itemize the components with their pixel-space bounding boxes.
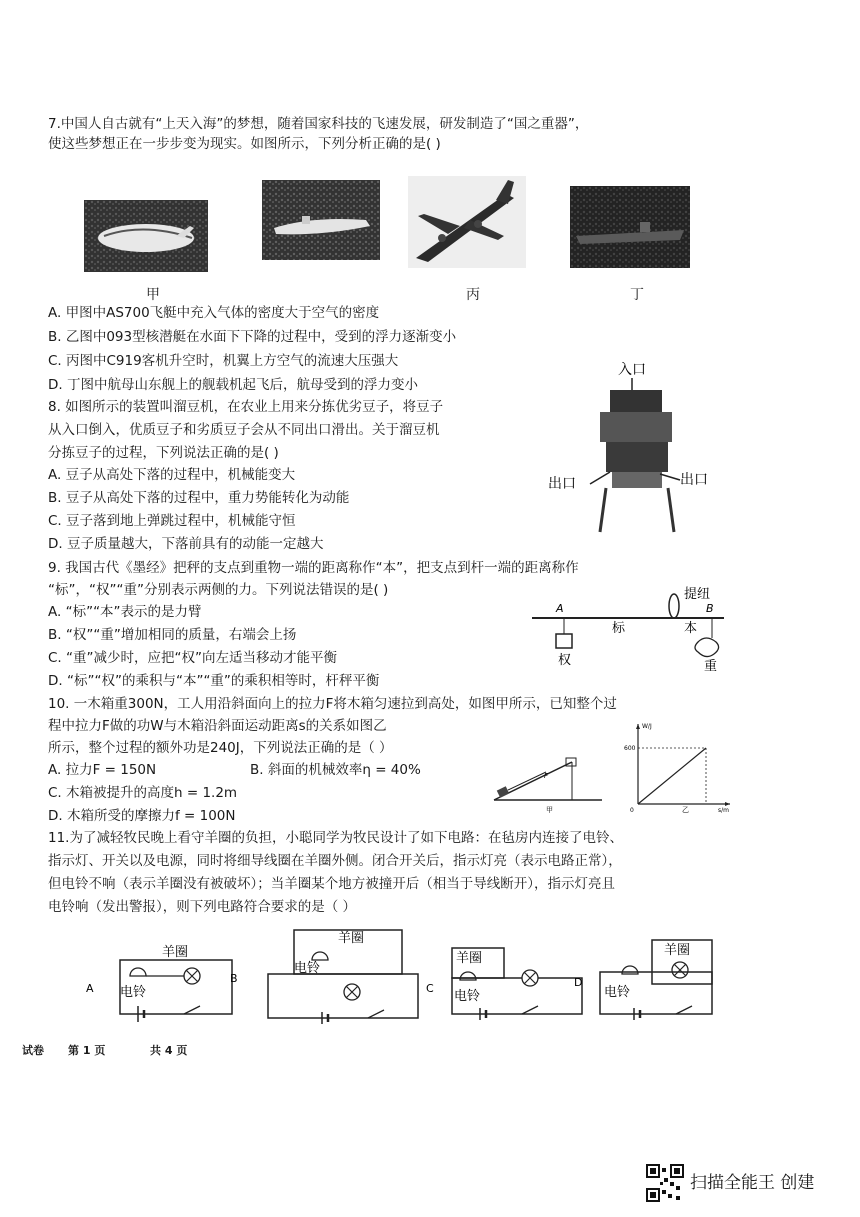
label-inlet: 入口 [618,362,646,378]
circuit-d-pen-label: 羊圈 [664,943,691,958]
q10-option-c: C. 木箱被提升的高度h = 1.2m [48,785,238,801]
q8-option-d: D. 豆子质量越大，下落前具有的动能一定越大 [48,536,324,552]
circuit-a-pen-label: 羊圈 [162,945,189,960]
q9-option-d: D. “标”“权”的乘积与“本”“重”的乘积相等时，杆秤平衡 [48,673,380,689]
caption-graph-yi: 乙 [682,806,689,814]
label-zhong: 重 [704,659,718,674]
steelyard-figure [528,584,728,676]
w-s-graph [624,718,736,814]
q10-stem-line3: 所示，整个过程的额外功是240J，下列说法正确的是（ ） [48,740,393,756]
q10-stem-line1: 10. 一木箱重300N，工人用沿斜面向上的拉力F将木箱匀速拉到高处，如图甲所示，已知整个过 [48,696,617,712]
circuit-c [426,940,586,1024]
q7-stem-line2: 使这些梦想正在一步步变为现实。如图所示，下列分析正确的是( ) [48,136,441,152]
q11-stem-line2: 指示灯、开关以及电源，同时将细导线圈在羊圈外侧。闭合开关后，指示灯亮（表示电路正常）， [48,853,622,869]
caption-bing: 丙 [466,287,480,303]
label-outlet-right: 出口 [680,472,708,488]
caption-ding: 丁 [630,287,644,303]
q9-stem-line1: 9. 我国古代《墨经》把秤的支点到重物一端的距离称作“本”，把支点到杆一端的距离称作 [48,560,579,576]
q8-stem-line3: 分拣豆子的过程，下列说法正确的是( ) [48,445,279,461]
graph-origin: 0 [630,807,634,814]
circuit-d-letter: D [574,976,583,989]
q10-stem-line2: 程中拉力F做的功W与木箱沿斜面运动距离s的关系如图乙 [48,718,387,734]
circuit-c-bell-label: 电铃 [454,989,481,1004]
footer-page: 第 1 页 [68,1044,106,1057]
q9-option-a: A. “标”“本”表示的是力臂 [48,604,202,620]
graph-xlabel: s/m [718,807,729,814]
label-point-a: A [556,602,564,615]
q9-stem-line2: “标”，“权”“重”分别表示两侧的力。下列说法错误的是( ) [48,582,389,598]
label-outlet-left: 出口 [548,476,576,492]
graph-ylabel: W/J [642,723,652,730]
photo-airship [84,200,208,272]
q7-option-c: C. 丙图中C919客机升空时，机翼上方空气的流速大压强大 [48,353,399,369]
incline-figure [490,748,610,814]
footer-total: 共 4 页 [150,1044,188,1057]
ramp-force-label: F [544,772,549,780]
circuit-a-letter: A [86,982,94,995]
circuit-c-pen-label: 羊圈 [456,951,483,966]
q11-stem-line1: 11.为了减轻牧民晚上看守羊圈的负担，小聪同学为牧民设计了如下电路：在毡房内连接了电铃、 [48,830,623,846]
circuit-b-pen-label: 羊圈 [338,931,365,946]
label-biao: 标 [612,621,626,636]
q8-stem-line1: 8. 如图所示的装置叫溜豆机，在农业上用来分拣优劣豆子，将豆子 [48,399,444,415]
circuit-b-letter: B [230,972,238,985]
label-tiniu: 提纽 [684,587,711,602]
q10-option-a: A. 拉力F = 150N [48,762,157,778]
label-point-b: B [706,602,714,615]
label-quan: 权 [558,653,572,668]
circuit-d [572,934,722,1024]
photo-airliner [408,176,526,268]
watermark-text: 扫描全能王 创建 [690,1173,815,1193]
circuit-d-bell-label: 电铃 [604,985,631,1000]
circuit-c-letter: C [426,982,434,995]
q9-option-b: B. “权”“重”增加相同的质量，右端会上扬 [48,627,297,643]
caption-jia: 甲 [146,287,160,303]
graph-line [638,748,706,804]
bean-sorter-figure [540,356,730,534]
q7-stem-line1: 7.中国人自古就有“上天入海”的梦想，随着国家科技的飞速发展，研发制造了“国之重器”， [48,116,589,132]
photo-carrier [570,186,690,268]
q9-option-c: C. “重”减少时，应把“权”向左适当移动才能平衡 [48,650,337,666]
q11-stem-line3: 但电铃不响（表示羊圈没有被破坏）；当羊圈某个地方被撞开后（相当于导线断开），指示灯亮且 [48,876,615,892]
circuit-a [84,940,244,1024]
circuit-a-bell-label: 电铃 [120,985,147,1000]
q11-stem-line4: 电铃响（发出警报），则下列电路符合要求的是（ ） [48,899,357,915]
graph-y600: 600 [624,745,636,752]
qr-code-icon [646,1164,684,1202]
q7-option-a: A. 甲图中AS700飞艇中充入气体的密度大于空气的密度 [48,305,380,321]
q7-option-d: D. 丁图中航母山东舰上的舰载机起飞后，航母受到的浮力变小 [48,377,418,393]
caption-incline-jia: 甲 [546,806,553,814]
q8-option-c: C. 豆子落到地上弹跳过程中，机械能守恒 [48,513,296,529]
q10-option-d: D. 木箱所受的摩擦力f = 100N [48,808,236,824]
q8-option-b: B. 豆子从高处下落的过程中，重力势能转化为动能 [48,490,350,506]
footer-label: 试卷 [22,1044,44,1057]
q8-stem-line2: 从入口倒入，优质豆子和劣质豆子会从不同出口滑出。关于溜豆机 [48,422,440,438]
q10-option-b: B. 斜面的机械效率η = 40% [250,762,421,778]
photo-submarine [262,180,380,260]
circuit-b-bell-label: 电铃 [294,961,321,976]
q8-option-a: A. 豆子从高处下落的过程中，机械能变大 [48,467,296,483]
q7-option-b: B. 乙图中093型核潜艇在水面下下降的过程中，受到的浮力逐渐变小 [48,329,457,345]
circuit-b [228,926,428,1026]
label-ben: 本 [684,621,698,636]
